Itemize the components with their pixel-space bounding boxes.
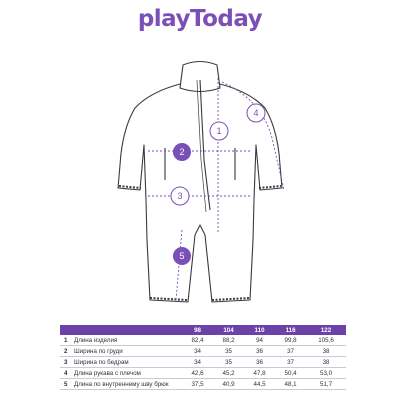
right-ankle-cuff: [212, 298, 250, 300]
marker-5-label: 5: [179, 251, 185, 261]
marker-5: [173, 247, 191, 265]
brand-logo-text: playToday: [137, 6, 263, 32]
marker-1: [210, 122, 228, 140]
table-row: [60, 379, 346, 390]
header-blank: [60, 325, 74, 335]
marker-1-label: 1: [216, 126, 222, 136]
marker-4: [247, 104, 265, 122]
marker-2-label: 2: [179, 147, 185, 157]
row-value: 35: [213, 346, 244, 357]
zipper-line: [200, 80, 210, 210]
row-value: 99,8: [275, 335, 306, 346]
table-row: [60, 346, 346, 357]
row-value: 36: [244, 346, 275, 357]
header-label-blank: [74, 325, 182, 335]
marker-3-label: 3: [177, 191, 183, 201]
row-value: 40,9: [213, 379, 244, 390]
size-col: 104: [213, 325, 244, 335]
row-label: Ширина по бедрам: [74, 357, 182, 368]
row-value: 34: [182, 357, 213, 368]
size-table: [60, 325, 346, 390]
row-label: Длина по внутреннему шву брюк: [74, 379, 182, 390]
marker-4-label: 4: [253, 108, 259, 118]
left-cuff: [119, 186, 141, 188]
row-number: 4: [60, 368, 74, 379]
size-col: 110: [244, 325, 275, 335]
row-value: 105,6: [306, 335, 346, 346]
size-col: 122: [306, 325, 346, 335]
row-number: 3: [60, 357, 74, 368]
row-value: 47,8: [244, 368, 275, 379]
row-number: 2: [60, 346, 74, 357]
row-value: 44,5: [244, 379, 275, 390]
row-value: 51,7: [306, 379, 346, 390]
jumpsuit-outline: [118, 62, 282, 303]
row-value: 38: [306, 346, 346, 357]
row-value: 42,6: [182, 368, 213, 379]
row-label: Длина рукава с плечом: [74, 368, 182, 379]
row-value: 88,2: [213, 335, 244, 346]
row-number: 1: [60, 335, 74, 346]
row-value: 94: [244, 335, 275, 346]
row-value: 53,0: [306, 368, 346, 379]
row-value: 37,5: [182, 379, 213, 390]
table-row: [60, 335, 346, 346]
size-header-row: [60, 325, 346, 335]
table-row: [60, 357, 346, 368]
row-label: Ширина по груди: [74, 346, 182, 357]
row-value: 34: [182, 346, 213, 357]
marker-2: [173, 143, 191, 161]
row-value: 48,1: [275, 379, 306, 390]
table-row: [60, 368, 346, 379]
size-col: 98: [182, 325, 213, 335]
row-value: 50,4: [275, 368, 306, 379]
row-value: 45,2: [213, 368, 244, 379]
row-value: 35: [213, 357, 244, 368]
left-ankle-cuff: [150, 298, 188, 300]
row-value: 82,4: [182, 335, 213, 346]
marker-3: [171, 187, 189, 205]
inseam-line: [176, 230, 185, 300]
row-value: 37: [275, 346, 306, 357]
row-number: 5: [60, 379, 74, 390]
right-cuff: [259, 186, 281, 188]
size-col: 116: [275, 325, 306, 335]
row-value: 38: [306, 357, 346, 368]
row-value: 36: [244, 357, 275, 368]
row-label: Длина изделия: [74, 335, 182, 346]
row-value: 37: [275, 357, 306, 368]
